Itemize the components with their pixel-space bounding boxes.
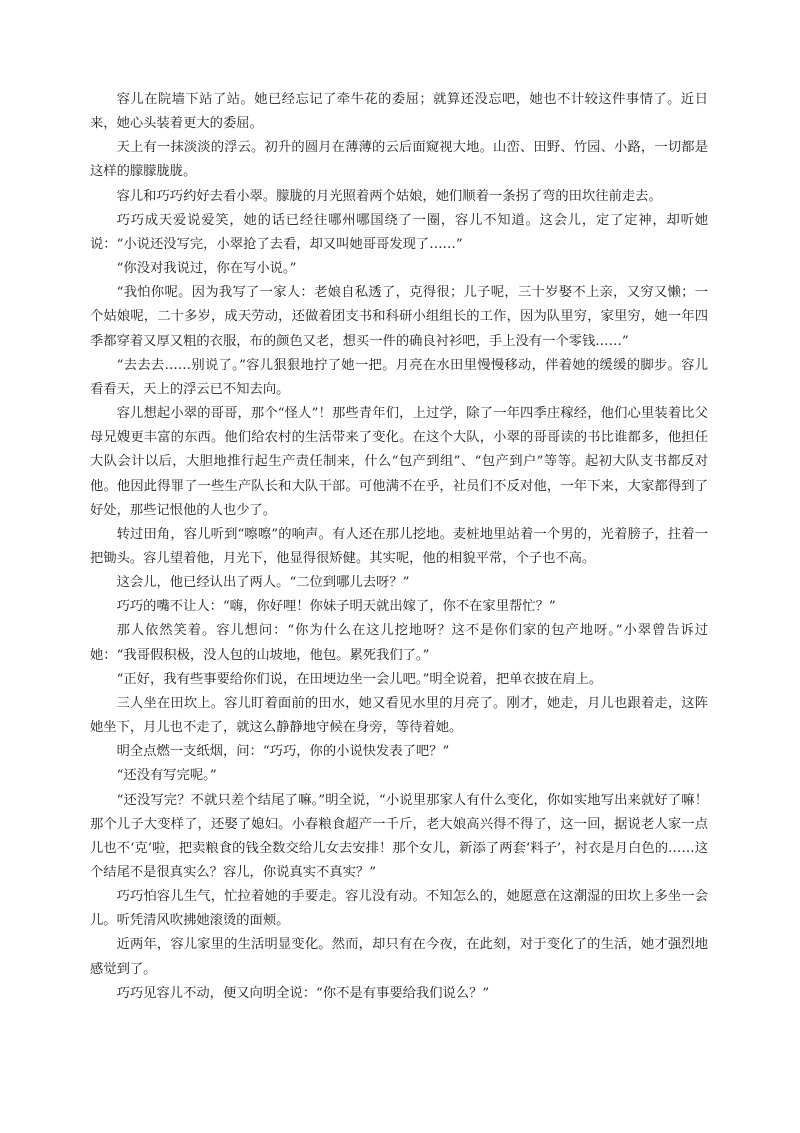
paragraph: 天上有一抹淡淡的浮云。初升的圆月在薄薄的云后面窥视大地。山峦、田野、竹园、小路，一切都是这样的朦朦胧胧。 <box>90 140 708 180</box>
paragraph: 巧巧怕容儿生气，忙拉着她的手要走。容儿没有动。不知怎么的，她愿意在这潮湿的田坎上多坐一会儿。听凭清风吹拂她滚烫的面颊。 <box>90 889 708 929</box>
paragraph: 这会儿，他已经认出了两人。“二位到哪儿去呀？” <box>116 575 410 591</box>
paragraph: 转过田角，容儿听到“嚓嚓”的响声。有人还在那儿挖地。麦桩地里站着一个男的，光着膀子，拄着一把锄头。容儿望着他，月光下，他显得很矫健。其实呢，他的相貌平常，个子也不高。 <box>90 526 708 566</box>
paragraph: 巧巧成天爱说爱笑，她的话已经往哪州哪国绕了一圈，容儿不知道。这会儿，定了定神，却听她说：“小说还没写完，小翠抢了去看，却又叫她哥哥发现了……” <box>90 212 708 252</box>
paragraph: “我怕你呢。因为我写了一家人：老娘自私透了，克得很；儿子呢，三十岁娶不上亲，又穷又懒；一个姑娘呢，二十多岁，成天劳动，还做着团支书和科研小组组长的工作，因为队里穷，家里穷，她一年四季都穿着又厚又粗的衣服，布的颜色又老，想买一件的确良衬衫吧，手上没有一个零钱……” <box>90 285 708 349</box>
paragraph: 巧巧的嘴不让人：“嗨，你好哩！你妹子明天就出嫁了，你不在家里帮忙？” <box>116 599 556 615</box>
paragraph: “你没对我说过，你在写小说。” <box>116 261 297 277</box>
paragraph: 近两年，容儿家里的生活明显变化。然而，却只有在今夜，在此刻，对于变化了的生活，她才强烈地感觉到了。 <box>90 937 708 977</box>
paragraph: 三人坐在田坎上。容儿盯着面前的田水，她又看见水里的月亮了。刚才，她走，月儿也跟着走，这阵她坐下，月儿也不走了，就这么静静地守候在身旁，等待着她。 <box>90 695 708 736</box>
paragraph: 巧巧见容儿不动，便又向明全说：“你不是有事要给我们说么？” <box>116 985 490 1001</box>
paragraph: “还没有写完呢。” <box>116 768 217 784</box>
paragraph: 容儿在院墙下站了站。她已经忘记了牵牛花的委屈；就算还没忘吧，她也不计较这件事情了。近日来，她心头装着更大的委屈。 <box>90 92 708 132</box>
paragraph: “去去去……别说了。”容儿狠狠地拧了她一把。月亮在水田里慢慢移动，伴着她的缓缓的脚步。容儿看看天，天上的浮云已不知去向。 <box>90 357 708 397</box>
paragraph: “正好，我有些事要给你们说，在田埂边坐一会儿吧。”明全说着，把单衣披在肩上。 <box>116 671 603 687</box>
article-body <box>90 88 708 1006</box>
paragraph: “还没写完？不就只差个结尾了嘛。”明全说，“小说里那家人有什么变化，你如实地写出来就好了嘛！那个儿子大变样了，还娶了媳妇。小春粮食超产一千斤，老大娘高兴得不得了，这一回，据说老人家一点儿也不‘克’啦，把卖粮食的钱全数交给儿女去安排！那个女儿，新添了两套‘料子’，衬衣是月白色的……这个结尾不是很真实么？容儿，你说真实不真实？” <box>90 792 708 880</box>
paragraph: 明全点燃一支纸烟，问：“巧巧，你的小说快发表了吧？” <box>116 744 450 760</box>
paragraph: 那人依然笑着。容儿想问：“你为什么在这儿挖地呀？这不是你们家的包产地呀。”小翠曾告诉过她：“我哥假积极，没人包的山坡地，他包。累死我们了。” <box>90 623 708 663</box>
paragraph: 容儿想起小翠的哥哥，那个“怪人”！那些青年们，上过学，除了一年四季庄稼经，他们心里装着比父母兄嫂更丰富的东西。他们给农村的生活带来了变化。在这个大队，小翠的哥哥读的书比谁都多，他担任大队会计以后，大胆地推行起生产责任制来，什么“包产到组”、“包产到户”等等。起初大队支书都反对他。他因此得罪了一些生产队长和大队干部。可他满不在乎，社员们不反对他，一年下来，大家都得到了好处，那些记恨他的人也少了。 <box>90 406 708 518</box>
paragraph: 容儿和巧巧约好去看小翠。朦胧的月光照着两个姑娘，她们顺着一条拐了弯的田坎往前走去。 <box>116 188 662 204</box>
